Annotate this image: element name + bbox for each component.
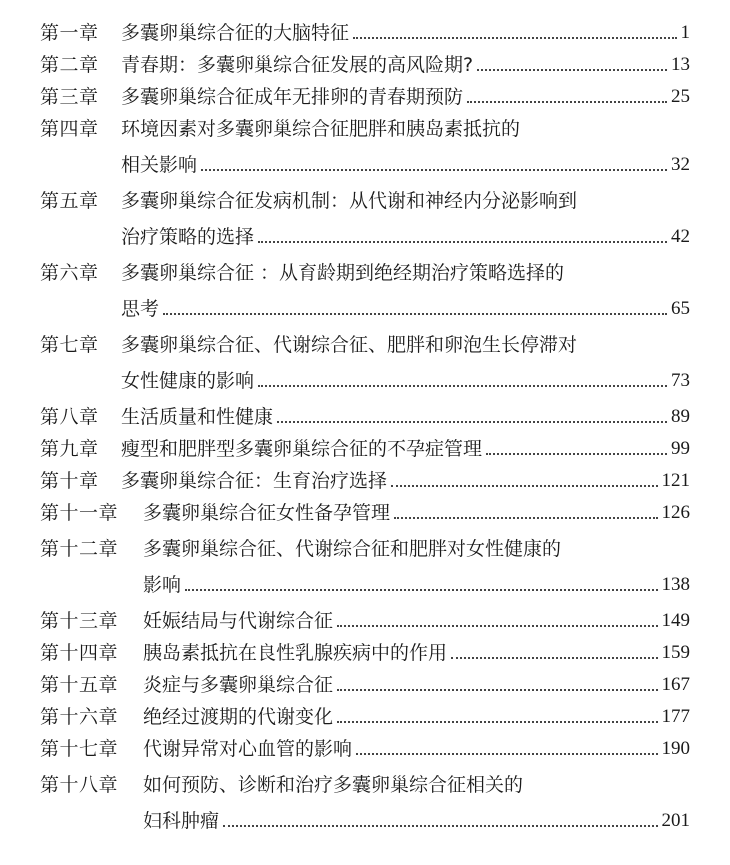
page-number: 42: [671, 226, 690, 247]
chapter-number: 第十八章: [40, 774, 119, 796]
chapter-title-text: 妇科肿瘤: [143, 810, 220, 832]
toc-line: [0, 290, 730, 322]
chapter-title: [121, 118, 520, 140]
dot-leader: [356, 753, 657, 755]
toc-line: [0, 634, 730, 666]
chapter-title-text: 思考: [121, 298, 160, 320]
dot-leader: [353, 37, 676, 39]
chapter-title-text: 治疗策略的选择: [121, 226, 255, 248]
chapter-title: [121, 438, 690, 460]
chapter-title: [143, 610, 690, 632]
page-number: 190: [661, 738, 690, 759]
chapter-title: [121, 334, 577, 356]
toc-line: [0, 78, 730, 110]
chapter-title-text: 妊娠结局与代谢综合征: [143, 610, 334, 632]
chapter-number: 第七章: [40, 334, 99, 356]
chapter-number: 第三章: [40, 86, 99, 108]
chapter-number: 第十一章: [40, 502, 119, 524]
toc-line: [0, 146, 730, 178]
toc-line: [0, 602, 730, 634]
chapter-number: 第十章: [40, 470, 99, 492]
chapter-title-text: 影响: [143, 574, 182, 596]
dot-leader: [201, 169, 667, 171]
dot-leader: [337, 625, 657, 627]
chapter-title-text: 女性健康的影响: [121, 370, 255, 392]
chapter-title-text: 环境因素对多囊卵巢综合征肥胖和胰岛素抵抗的: [121, 118, 521, 140]
chapter-title: [143, 502, 690, 524]
toc-line: [0, 666, 730, 698]
chapter-number: 第二章: [40, 54, 99, 76]
toc-line: [0, 398, 730, 430]
chapter-title-text: 相关影响: [121, 154, 198, 176]
dot-leader: [223, 825, 657, 827]
page-number: 1: [680, 22, 690, 43]
chapter-number: 第九章: [40, 438, 99, 460]
chapter-title-text: 绝经过渡期的代谢变化: [143, 706, 334, 728]
chapter-title: [143, 538, 561, 560]
page-number: 121: [661, 470, 690, 491]
chapter-title-text: 多囊卵巢综合征成年无排卵的青春期预防: [121, 86, 464, 108]
chapter-title: [121, 54, 690, 76]
chapter-title: [121, 154, 690, 176]
toc-line: [0, 182, 730, 214]
chapter-title: [143, 774, 523, 796]
toc-line: [0, 802, 730, 834]
chapter-title-text: 炎症与多囊卵巢综合征: [143, 674, 334, 696]
chapter-title: [143, 674, 690, 696]
dot-leader: [258, 385, 667, 387]
chapter-title: [143, 642, 690, 664]
chapter-title-text: 多囊卵巢综合征：生育治疗选择: [121, 470, 388, 492]
dot-leader: [185, 589, 657, 591]
chapter-title: [121, 262, 564, 284]
page-number: 13: [671, 54, 690, 75]
toc-line: [0, 530, 730, 562]
toc-line: [0, 362, 730, 394]
dot-leader: [486, 453, 667, 455]
toc-line: [0, 110, 730, 142]
chapter-title-text: 多囊卵巢综合征的大脑特征: [121, 22, 350, 44]
chapter-title-text: 多囊卵巢综合征、代谢综合征、肥胖和卵泡生长停滞对: [121, 334, 578, 356]
dot-leader: [477, 69, 667, 71]
chapter-number: 第十三章: [40, 610, 119, 632]
chapter-number: 第八章: [40, 406, 99, 428]
chapter-title: [121, 226, 690, 248]
dot-leader: [451, 657, 657, 659]
chapter-number: 第十六章: [40, 706, 119, 728]
dot-leader: [394, 517, 657, 519]
dot-leader: [163, 313, 667, 315]
dot-leader: [467, 101, 667, 103]
dot-leader: [337, 721, 657, 723]
page-number: 25: [671, 86, 690, 107]
chapter-number: 第十二章: [40, 538, 119, 560]
chapter-number: 第一章: [40, 22, 99, 44]
chapter-number: 第十七章: [40, 738, 119, 760]
chapter-title: [143, 706, 690, 728]
chapter-title: [143, 574, 690, 596]
chapter-title-text: 瘦型和肥胖型多囊卵巢综合征的不孕症管理: [121, 438, 483, 460]
page-number: 73: [671, 370, 690, 391]
chapter-title: [121, 470, 690, 492]
chapter-title: [121, 190, 577, 212]
toc-line: [0, 494, 730, 526]
toc-line: [0, 698, 730, 730]
chapter-title-text: 代谢异常对心血管的影响: [143, 738, 353, 760]
chapter-title-text: 多囊卵巢综合征发病机制：从代谢和神经内分泌影响到: [121, 190, 578, 212]
chapter-title: [121, 406, 690, 428]
dot-leader: [337, 689, 657, 691]
chapter-title: [121, 370, 690, 392]
toc-line: [0, 218, 730, 250]
page-number: 99: [671, 438, 690, 459]
page-number: 167: [661, 674, 690, 695]
chapter-title: [121, 22, 690, 44]
page-number: 159: [661, 642, 690, 663]
chapter-number: 第十五章: [40, 674, 119, 696]
page-number: 89: [671, 406, 690, 427]
chapter-title-text: 胰岛素抵抗在良性乳腺疾病中的作用: [143, 642, 448, 664]
chapter-title: [121, 86, 690, 108]
toc-line: [0, 462, 730, 494]
chapter-title-text: 多囊卵巢综合征 ：从育龄期到绝经期治疗策略选择的: [121, 262, 565, 284]
toc-line: [0, 730, 730, 762]
toc-line: [0, 254, 730, 286]
chapter-number: 第十四章: [40, 642, 119, 664]
chapter-title-text: 如何预防、诊断和治疗多囊卵巢综合征相关的: [143, 774, 524, 796]
dot-leader: [391, 485, 657, 487]
chapter-title: [143, 738, 690, 760]
chapter-title: [121, 298, 690, 320]
toc-line: [0, 566, 730, 598]
page-number: 149: [661, 610, 690, 631]
dot-leader: [277, 421, 667, 423]
toc-line: [0, 326, 730, 358]
toc-line: [0, 14, 730, 46]
page-number: 177: [661, 706, 690, 727]
toc-line: [0, 46, 730, 78]
page-number: 138: [661, 574, 690, 595]
chapter-number: 第六章: [40, 262, 99, 284]
toc-line: [0, 430, 730, 462]
dot-leader: [258, 241, 667, 243]
toc-line: [0, 766, 730, 798]
chapter-title-text: 生活质量和性健康: [121, 406, 274, 428]
chapter-title-text: 青春期：多囊卵巢综合征发展的高风险期?: [121, 54, 474, 76]
page-number: 201: [661, 810, 690, 831]
chapter-number: 第四章: [40, 118, 99, 140]
page-number: 126: [661, 502, 690, 523]
chapter-title-text: 多囊卵巢综合征、代谢综合征和肥胖对女性健康的: [143, 538, 562, 560]
chapter-title: [143, 810, 690, 832]
page-number: 65: [671, 298, 690, 319]
page-number: 32: [671, 154, 690, 175]
chapter-title-text: 多囊卵巢综合征女性备孕管理: [143, 502, 391, 524]
chapter-number: 第五章: [40, 190, 99, 212]
